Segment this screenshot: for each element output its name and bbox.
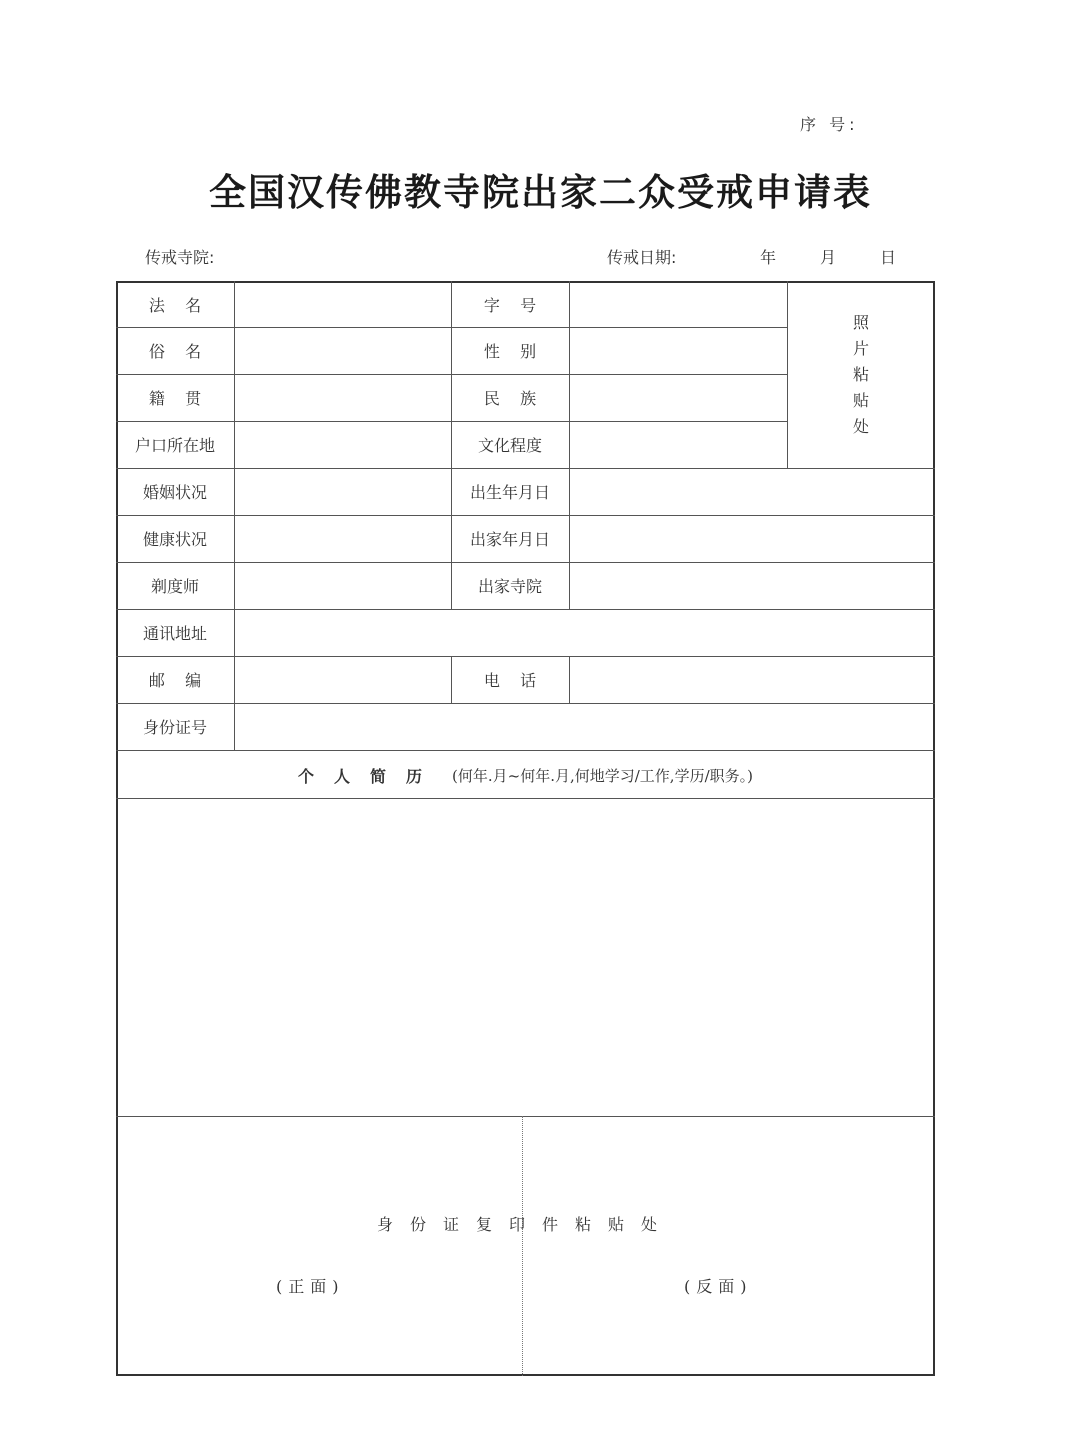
health-status-label: 健康状况 [142,530,207,549]
column-divider [234,281,235,750]
birth-date-label: 出生年月日 [469,483,550,502]
row-divider [116,1116,935,1117]
ordination-temple-label: 传戒寺院: [145,248,215,267]
household-registration-label: 户口所在地 [134,436,215,455]
id-front-label: (正面) [276,1277,345,1296]
id-copy-paste-label: 身份证复印件粘贴处 [376,1215,674,1234]
home-temple-label: 出家寺院 [477,577,542,596]
postcode-label: 邮 编 [148,671,202,690]
photo-label-char: 片 [852,339,869,358]
education-label: 文化程度 [477,436,542,455]
photo-label-char: 贴 [852,391,869,410]
tonsure-master-label: 剃度师 [150,577,199,596]
row-divider [116,609,935,610]
row-divider [116,750,935,751]
lay-name-label: 俗 名 [148,342,202,361]
row-divider [116,798,935,799]
marital-status-label: 婚姻状况 [142,483,207,502]
dotted-divider [522,1116,523,1376]
gender-label: 性 别 [483,342,537,361]
ordination-date-field-label: 出家年月日 [469,530,550,549]
month-label: 月 [820,248,837,267]
photo-label-char: 处 [852,417,869,436]
dharma-name-label: 法 名 [148,295,202,315]
photo-label-char: 粘 [852,365,869,384]
photo-paste-area [787,310,935,440]
form-title: 全国汉传佛教寺院出家二众受戒申请表 [209,170,872,214]
column-divider [569,656,570,703]
id-number-label: 身份证号 [142,718,207,737]
photo-label-char: 照 [852,313,869,332]
column-divider [569,281,570,609]
resume-title: 个人简历 [298,766,443,786]
row-divider [116,703,935,704]
resume-header [116,752,935,798]
address-label: 通讯地址 [142,624,207,643]
day-label: 日 [880,248,897,267]
ordination-date-label: 传戒日期: [607,248,677,267]
phone-label: 电 话 [483,671,537,690]
courtesy-name-label: 字 号 [483,295,537,315]
serial-number-label: 序 号: [800,115,859,134]
year-label: 年 [760,248,777,267]
ethnicity-label: 民 族 [483,389,537,408]
resume-note: (何年.月~何年.月,何地学习/工作,学历/职务。) [452,766,753,785]
native-place-label: 籍 贯 [148,389,202,408]
id-back-label: (反面) [684,1277,753,1296]
